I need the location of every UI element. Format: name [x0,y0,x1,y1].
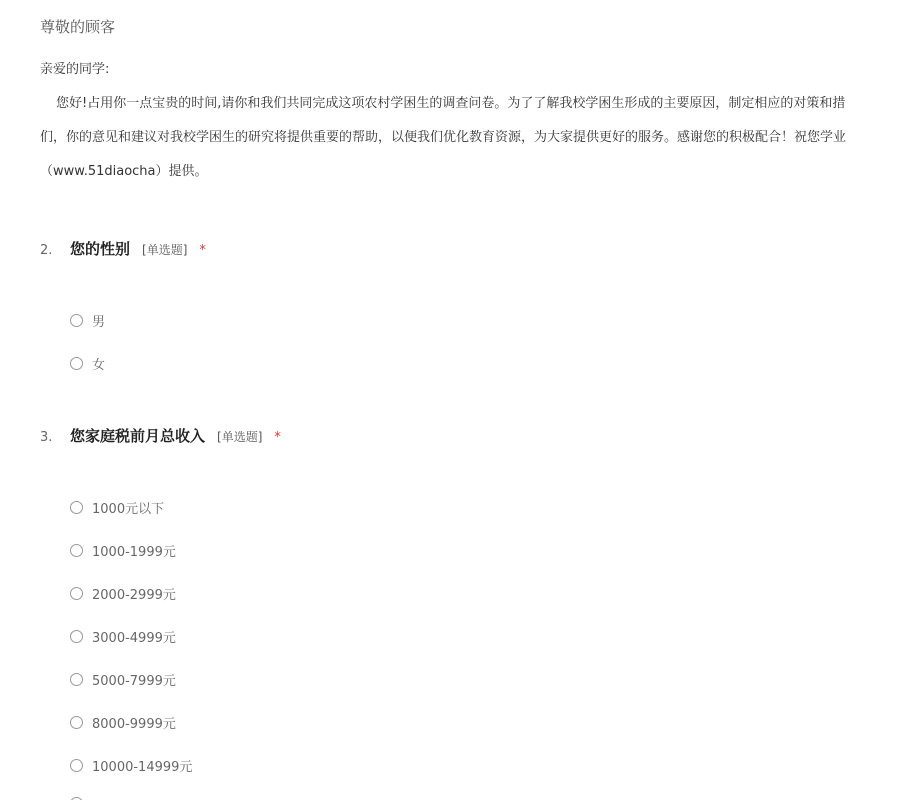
radio-button[interactable] [70,314,83,327]
option-income-partial[interactable] [70,794,92,800]
radio-button[interactable] [70,357,83,370]
question-title: 您家庭税前月总收入 [70,427,206,445]
question-type-tag: [单选题] [142,243,188,257]
option-label: 1000-1999元 [92,544,176,560]
option-gender-female[interactable] [70,354,105,372]
option-income-3[interactable] [70,584,176,602]
option-label: 10000-14999元 [92,759,193,775]
question-title: 您的性别 [70,240,131,258]
intro-text-line: 您好!占用你一点宝贵的时间,请你和我们共同完成这项农村学困生的调查问卷。为了了解我校学困生形成的主要原因，制定相应的对策和措 [56,96,846,111]
radio-button[interactable] [70,544,83,557]
option-gender-male[interactable] [70,311,105,329]
question-number: 2. [40,243,53,258]
question-number: 3. [40,430,53,445]
question-type-tag: [单选题] [217,430,263,444]
intro-text-line: （www.51diaocha）提供。 [40,164,208,179]
option-income-2[interactable] [70,541,176,559]
option-label: 男 [92,314,106,330]
radio-button[interactable] [70,587,83,600]
question-gender-header [40,238,206,259]
radio-button[interactable] [70,501,83,514]
option-income-1[interactable] [70,498,164,516]
question-income-header [40,425,281,446]
survey-salutation: 尊敬的顾客 [40,18,116,36]
option-label: 5000-7999元 [92,673,176,689]
radio-button[interactable] [70,797,83,800]
option-label: 8000-9999元 [92,716,176,732]
option-income-5[interactable] [70,670,176,688]
option-income-7[interactable] [70,756,192,774]
radio-button[interactable] [70,759,83,772]
option-label: 3000-4999元 [92,630,176,646]
option-label: 2000-2999元 [92,587,176,603]
option-label: 1000元以下 [92,501,165,517]
option-income-6[interactable] [70,713,176,731]
option-label: 女 [92,357,106,373]
intro-text-line: 们，你的意见和建议对我校学困生的研究将提供重要的帮助，以便我们优化教育资源，为大家提供更好的服务。感谢您的积极配合！祝您学业 [40,130,847,145]
intro-greeting: 亲爱的同学: [40,62,110,77]
required-marker: * [274,430,281,445]
radio-button[interactable] [70,630,83,643]
option-income-4[interactable] [70,627,176,645]
radio-button[interactable] [70,716,83,729]
radio-button[interactable] [70,673,83,686]
required-marker: * [199,243,206,258]
